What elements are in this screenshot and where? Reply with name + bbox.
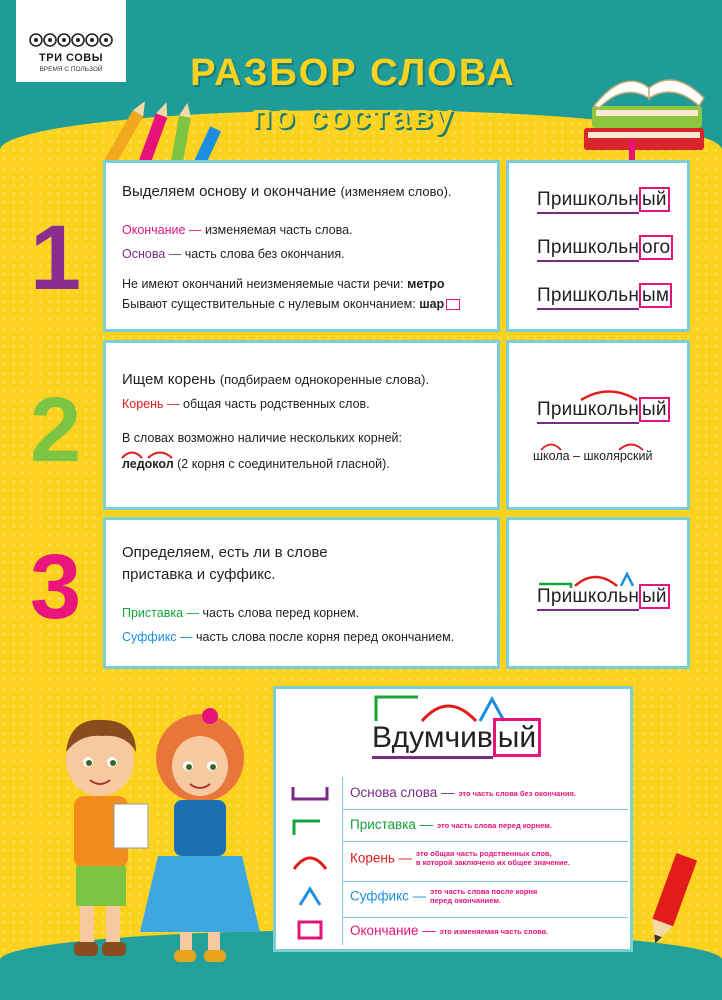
step1-example-3 [537,285,672,307]
legend-row-prefix [350,817,552,832]
step3-def-suffix-text: часть слова после корня перед окончанием. [196,630,455,644]
step3-example [537,586,670,608]
legend-row-suffix-text [430,887,537,905]
step2-card [103,340,500,510]
step1-def-stem [122,247,345,261]
red-pencil-illustration [636,850,706,950]
step1-heading-note: (изменяем слово). [340,184,452,199]
step3-example-stem: Пришкольн [537,586,639,611]
double-root-arcs [120,447,180,459]
legend-row-prefix-term: Приставка — [350,817,434,832]
example3-stem: Пришкольн [537,285,639,310]
ending-symbol-icon [296,919,324,941]
step2-def-root-text: общая часть родственных слов. [183,397,370,411]
legend-row-suffix [350,887,537,905]
step2-examples-card [506,340,690,510]
step1-card [103,160,500,332]
legend-row-root [350,849,570,867]
legend-row-suffix-line2: перед окончанием. [429,896,501,905]
pencils-illustration [88,98,228,168]
owls-icon [28,30,114,50]
legend-row-root-text [416,849,570,867]
step3-def-prefix-term: Приставка — [122,606,200,620]
step3-def-suffix [122,630,454,644]
root-symbol-icon [290,849,330,871]
step1-def-ending-text: изменяемая часть слова. [204,223,353,237]
page-title-line1: РАЗБОР СЛОВА [190,52,516,94]
legend-row-suffix-term: Суффикс — [350,888,427,904]
step-number-1: 1 [30,207,82,309]
step2-heading-note: (подбираем однокоренные слова). [219,372,430,387]
step3-example-ending: ый [639,584,670,609]
step2-def-root [122,397,370,411]
step1-note2-word: шар [419,297,445,311]
step2-note1: В словах возможно наличие нескольких корней: [122,431,403,445]
step1-heading [122,183,452,200]
page-title-line2: по составу [251,98,455,136]
step1-def-stem-text: часть слова без окончания. [184,247,345,261]
step2-note2-word: ледокол [122,457,174,471]
example3-ending: ым [639,283,672,308]
step2-heading-main: Ищем корень [122,371,216,388]
step1-examples-card [506,160,690,332]
step-number-3: 3 [30,536,82,638]
step1-example-2 [537,237,673,259]
step3-def-prefix [122,606,359,620]
legend-divider [342,841,628,842]
legend-divider [342,881,628,882]
step1-note1-text: Не имеют окончаний неизменяемые части речи: [122,277,404,291]
legend-card [273,686,633,952]
kids-illustration [40,700,270,970]
suffix-symbol-icon [296,885,324,907]
legend-row-root-term: Корень — [350,850,413,866]
null-ending-icon [446,299,460,310]
example1-ending: ый [639,187,670,212]
step3-heading-line2: приставка и суффикс. [122,566,276,583]
logo-title: ТРИ СОВЫ [39,52,103,64]
legend-row-prefix-text: это часть слова перед корнем. [436,820,552,830]
legend-row-ending-term: Окончание — [350,923,436,938]
legend-row-ending [350,923,548,938]
legend-row-root-line2: в которой заключено их общее значение. [415,858,570,867]
step2-def-root-term: Корень — [122,397,180,411]
step3-card [103,517,500,669]
legend-vertical-divider [342,777,343,945]
legend-word-ending: ый [493,718,541,757]
step2-example-ending: ый [639,397,670,422]
step1-def-ending-term: Окончание — [122,223,202,237]
step3-heading-line1: Определяем, есть ли в слове [122,544,328,561]
step1-note2 [122,297,460,311]
stem-symbol-icon [290,785,330,803]
step1-note1-word: метро [407,277,445,291]
legend-row-root-line1: это общая часть родственных слов, [415,849,552,858]
legend-example-word [372,721,541,755]
step2-example-pair: школа – школярский [533,449,653,463]
logo-subtitle: ВРЕМЯ С ПОЛЬЗОЙ [39,66,103,73]
step2-example-stem: Пришкольн [537,399,639,424]
step-number-2: 2 [30,379,82,481]
example1-stem: Пришкольн [537,189,639,214]
books-illustration [574,48,714,168]
step2-note2-text: (2 корня с соединительной гласной). [177,457,390,471]
legend-divider [342,809,628,810]
step1-def-stem-term: Основа — [122,247,182,261]
example2-ending: ого [639,235,673,260]
legend-row-stem-term: Основа слова — [350,785,455,800]
step2-heading [122,371,429,388]
example2-stem: Пришкольн [537,237,639,262]
legend-row-stem [350,785,576,800]
step2-note2 [122,457,390,471]
legend-row-stem-text: это часть слова без окончания. [458,788,576,798]
step1-note1 [122,277,445,291]
step1-example-1 [537,189,670,211]
legend-row-suffix-line1: это часть слова после корня [429,887,538,896]
step3-def-prefix-text: часть слова перед корнем. [202,606,360,620]
step1-note2-text: Бывают существительные с нулевым окончанием: [122,297,416,311]
step3-def-suffix-term: Суффикс — [122,630,193,644]
step2-example [537,399,670,421]
step3-examples-card [506,517,690,669]
legend-divider [342,917,628,918]
prefix-symbol-icon [290,817,330,837]
legend-row-ending-text: это изменяемая часть слова. [439,926,549,936]
step1-heading-main: Выделяем основу и окончание [122,183,337,200]
legend-word-stem: Вдумчив [372,721,493,759]
step1-def-ending [122,223,353,237]
